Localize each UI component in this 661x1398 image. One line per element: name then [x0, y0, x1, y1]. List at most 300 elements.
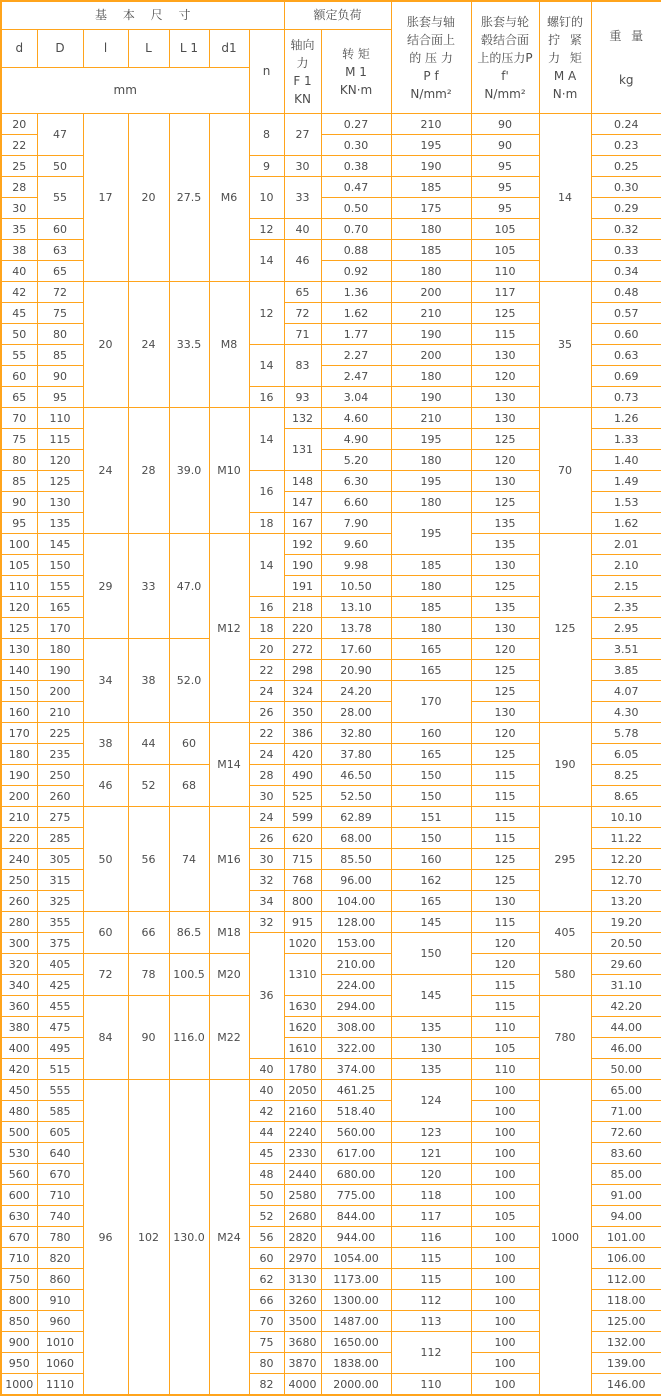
cell: 195	[391, 429, 471, 450]
cell: 210	[1, 807, 37, 828]
cell: 200	[391, 282, 471, 303]
cell: 2160	[284, 1101, 321, 1122]
cell: 2820	[284, 1227, 321, 1248]
cell: 12.70	[591, 870, 661, 891]
cell: 100	[471, 1269, 539, 1290]
cell: 235	[37, 744, 83, 765]
cell: 66	[128, 912, 169, 954]
cell: 115	[471, 828, 539, 849]
cell: 105	[1, 555, 37, 576]
header-weight: 重 量 kg	[591, 1, 661, 114]
cell: 500	[1, 1122, 37, 1143]
cell: 0.92	[321, 261, 391, 282]
cell: 1020	[284, 933, 321, 954]
cell: 100	[471, 1164, 539, 1185]
cell: 116.0	[169, 996, 209, 1080]
cell: 2440	[284, 1164, 321, 1185]
table-row	[1, 1080, 661, 1101]
cell: 130	[471, 702, 539, 723]
cell: 130	[471, 408, 539, 429]
cell: 165	[391, 744, 471, 765]
cell: 680.00	[321, 1164, 391, 1185]
cell: 85	[1, 471, 37, 492]
cell: 599	[284, 807, 321, 828]
cell: 95	[471, 156, 539, 177]
cell: 3.51	[591, 639, 661, 660]
cell: 1000	[1, 1374, 37, 1396]
cell: 90	[471, 114, 539, 135]
cell: 120	[37, 450, 83, 471]
cell: 420	[284, 744, 321, 765]
cell: 1.49	[591, 471, 661, 492]
cell: 580	[539, 954, 591, 996]
cell: 0.48	[591, 282, 661, 303]
header-screw-torque: 螺钉的 拧 紧 力 矩 M A N·m	[539, 1, 591, 114]
cell: 85	[37, 345, 83, 366]
cell: 14	[249, 408, 284, 471]
cell: 850	[1, 1311, 37, 1332]
cell: 950	[1, 1353, 37, 1374]
cell: 710	[37, 1185, 83, 1206]
cell: 455	[37, 996, 83, 1017]
cell: 115	[471, 765, 539, 786]
cell: 275	[37, 807, 83, 828]
cell: 0.63	[591, 345, 661, 366]
cell: 78	[128, 954, 169, 996]
cell: 2.15	[591, 576, 661, 597]
cell: 4.07	[591, 681, 661, 702]
cell: 2050	[284, 1080, 321, 1101]
cell: 1650.00	[321, 1332, 391, 1353]
cell: M18	[209, 912, 249, 954]
cell: 750	[1, 1269, 37, 1290]
cell: 3.85	[591, 660, 661, 681]
cell: 46.00	[591, 1038, 661, 1059]
cell: 272	[284, 639, 321, 660]
cell: 19.20	[591, 912, 661, 933]
cell: 135	[37, 513, 83, 534]
cell: 775.00	[321, 1185, 391, 1206]
cell: 130	[471, 891, 539, 912]
cell: 13.10	[321, 597, 391, 618]
cell: 170	[37, 618, 83, 639]
cell: 95	[1, 513, 37, 534]
cell: 1.62	[321, 303, 391, 324]
cell: 200	[391, 345, 471, 366]
cell: 125	[539, 534, 591, 723]
cell: 96	[83, 1080, 128, 1396]
cell: 6.05	[591, 744, 661, 765]
cell: 1487.00	[321, 1311, 391, 1332]
cell: 65	[284, 282, 321, 303]
cell: 7.90	[321, 513, 391, 534]
cell: 1000	[539, 1080, 591, 1396]
cell: 63	[37, 240, 83, 261]
header-rated-load: 额定负荷	[284, 1, 391, 30]
cell: 360	[1, 996, 37, 1017]
cell: 28.00	[321, 702, 391, 723]
cell: 85.50	[321, 849, 391, 870]
cell: 20.90	[321, 660, 391, 681]
cell: 100	[471, 1080, 539, 1101]
cell: 325	[37, 891, 83, 912]
cell: 85.00	[591, 1164, 661, 1185]
table-header	[1, 1, 661, 114]
cell: 0.33	[591, 240, 661, 261]
cell: 315	[37, 870, 83, 891]
cell: 100	[471, 1311, 539, 1332]
cell: 95	[37, 387, 83, 408]
cell: M10	[209, 408, 249, 534]
cell: 1.40	[591, 450, 661, 471]
cell: 100	[471, 1332, 539, 1353]
cell: 820	[37, 1248, 83, 1269]
cell: 68	[169, 765, 209, 807]
cell: 14	[249, 534, 284, 597]
cell: 55	[1, 345, 37, 366]
cell: 150	[37, 555, 83, 576]
cell: 40	[284, 219, 321, 240]
header-axial-force: 轴向 力 F 1 KN	[284, 30, 321, 114]
cell: 495	[37, 1038, 83, 1059]
cell: 118	[391, 1185, 471, 1206]
cell: 3.04	[321, 387, 391, 408]
cell: 105	[471, 1206, 539, 1227]
cell: 600	[1, 1185, 37, 1206]
cell: 27.5	[169, 114, 209, 282]
cell: 180	[391, 492, 471, 513]
cell: 374.00	[321, 1059, 391, 1080]
cell: 32	[249, 912, 284, 933]
cell: 218	[284, 597, 321, 618]
cell: 960	[37, 1311, 83, 1332]
cell: 3870	[284, 1353, 321, 1374]
cell: 180	[391, 261, 471, 282]
cell: 1780	[284, 1059, 321, 1080]
cell: 210	[391, 303, 471, 324]
cell: 2.27	[321, 345, 391, 366]
cell: 95	[471, 198, 539, 219]
cell: 14	[249, 240, 284, 282]
cell: 670	[1, 1227, 37, 1248]
cell: 515	[37, 1059, 83, 1080]
cell: 55	[37, 177, 83, 219]
cell: 100	[471, 1353, 539, 1374]
cell: 50	[1, 324, 37, 345]
cell: 110	[471, 261, 539, 282]
cell: 74	[169, 807, 209, 912]
cell: 34	[83, 639, 128, 723]
cell: 165	[37, 597, 83, 618]
cell: 420	[1, 1059, 37, 1080]
cell: 4000	[284, 1374, 321, 1396]
cell: 322.00	[321, 1038, 391, 1059]
cell: 6.60	[321, 492, 391, 513]
cell: 13.20	[591, 891, 661, 912]
cell: 125	[471, 660, 539, 681]
cell: 117	[471, 282, 539, 303]
cell: 195	[391, 513, 471, 555]
cell: 117	[391, 1206, 471, 1227]
cell: 130	[471, 345, 539, 366]
cell: 24	[128, 282, 169, 408]
cell: 91.00	[591, 1185, 661, 1206]
cell: 120	[471, 954, 539, 975]
cell: 36	[249, 933, 284, 1059]
cell: M6	[209, 114, 249, 282]
cell: 185	[391, 240, 471, 261]
cell: M16	[209, 807, 249, 912]
cell: 560.00	[321, 1122, 391, 1143]
cell: 101.00	[591, 1227, 661, 1248]
cell: 220	[1, 828, 37, 849]
cell: 10.50	[321, 576, 391, 597]
cell: 1300.00	[321, 1290, 391, 1311]
cell: 28	[128, 408, 169, 534]
cell: 8.25	[591, 765, 661, 786]
cell: 180	[391, 366, 471, 387]
cell: 115	[471, 975, 539, 996]
cell: 135	[471, 534, 539, 555]
cell: 100	[471, 1122, 539, 1143]
cell: 125	[1, 618, 37, 639]
cell: 210	[391, 408, 471, 429]
cell: 16	[249, 471, 284, 513]
cell: 93	[284, 387, 321, 408]
cell: 617.00	[321, 1143, 391, 1164]
cell: 52	[249, 1206, 284, 1227]
cell: 110	[391, 1374, 471, 1396]
cell: 0.73	[591, 387, 661, 408]
cell: 190	[391, 156, 471, 177]
cell: 115	[471, 324, 539, 345]
cell: M24	[209, 1080, 249, 1396]
cell: 42	[249, 1101, 284, 1122]
cell: 151	[391, 807, 471, 828]
cell: 35	[1, 219, 37, 240]
cell: 620	[284, 828, 321, 849]
cell: 52	[128, 765, 169, 807]
cell: 165	[391, 891, 471, 912]
cell: 2.95	[591, 618, 661, 639]
cell: 145	[391, 975, 471, 1017]
cell: 24	[249, 744, 284, 765]
header-col-n: n	[249, 30, 284, 114]
cell: 115	[391, 1269, 471, 1290]
cell: 130	[471, 387, 539, 408]
cell: 145	[37, 534, 83, 555]
cell: 110	[1, 576, 37, 597]
cell: 740	[37, 1206, 83, 1227]
cell: 340	[1, 975, 37, 996]
cell: 45	[1, 303, 37, 324]
cell: 1610	[284, 1038, 321, 1059]
cell: 380	[1, 1017, 37, 1038]
cell: 120	[471, 933, 539, 954]
cell: 121	[391, 1143, 471, 1164]
cell: 250	[1, 870, 37, 891]
cell: 125	[37, 471, 83, 492]
cell: 10	[249, 177, 284, 219]
cell: 191	[284, 576, 321, 597]
cell: 100	[471, 1374, 539, 1396]
cell: 130	[1, 639, 37, 660]
cell: 125.00	[591, 1311, 661, 1332]
cell: 0.88	[321, 240, 391, 261]
cell: 50.00	[591, 1059, 661, 1080]
header-col-d: d	[1, 30, 37, 68]
cell: 40	[1, 261, 37, 282]
cell: 120	[471, 366, 539, 387]
header-basic-dimensions: 基 本 尺 寸	[1, 1, 284, 30]
cell: 100	[471, 1290, 539, 1311]
cell: 298	[284, 660, 321, 681]
cell: 46.50	[321, 765, 391, 786]
table-row	[1, 408, 661, 429]
cell: 5.20	[321, 450, 391, 471]
cell: 1630	[284, 996, 321, 1017]
cell: 38	[128, 639, 169, 723]
cell: 115	[471, 786, 539, 807]
cell: 125	[471, 429, 539, 450]
table-row	[1, 114, 661, 135]
cell: 100	[1, 534, 37, 555]
header-torque: 转 矩 M 1 KN·m	[321, 30, 391, 114]
cell: 34	[249, 891, 284, 912]
cell: 9	[249, 156, 284, 177]
cell: 17	[83, 114, 128, 282]
cell: 100	[471, 1185, 539, 1206]
table-row	[1, 807, 661, 828]
cell: 90	[37, 366, 83, 387]
cell: 60	[169, 723, 209, 765]
cell: 8	[249, 114, 284, 156]
cell: 94.00	[591, 1206, 661, 1227]
cell: 105	[471, 240, 539, 261]
cell: 71.00	[591, 1101, 661, 1122]
cell: 95	[471, 177, 539, 198]
cell: 131	[284, 429, 321, 471]
cell: 124	[391, 1080, 471, 1122]
cell: 10.10	[591, 807, 661, 828]
cell: 192	[284, 534, 321, 555]
cell: 14	[249, 345, 284, 387]
cell: 104.00	[321, 891, 391, 912]
cell: 35	[539, 282, 591, 408]
cell: 185	[391, 597, 471, 618]
header-shaft-pressure: 胀套与轴 结合面上 的 压 力 P f N/mm²	[391, 1, 471, 114]
cell: 9.98	[321, 555, 391, 576]
cell: 1110	[37, 1374, 83, 1396]
cell: 52.0	[169, 639, 209, 723]
cell: 0.50	[321, 198, 391, 219]
cell: 115	[471, 807, 539, 828]
cell: 56	[249, 1227, 284, 1248]
cell: 65	[37, 261, 83, 282]
cell: M12	[209, 534, 249, 723]
cell: 125	[471, 303, 539, 324]
cell: 160	[391, 723, 471, 744]
cell: 1838.00	[321, 1353, 391, 1374]
cell: 112	[391, 1290, 471, 1311]
cell: 65	[1, 387, 37, 408]
cell: 132.00	[591, 1332, 661, 1353]
cell: 150	[1, 681, 37, 702]
cell: 355	[37, 912, 83, 933]
cell: 780	[539, 996, 591, 1080]
cell: 17.60	[321, 639, 391, 660]
cell: 65.00	[591, 1080, 661, 1101]
cell: 60	[37, 219, 83, 240]
cell: 180	[391, 450, 471, 471]
cell: 165	[391, 660, 471, 681]
cell: 210	[37, 702, 83, 723]
cell: 0.27	[321, 114, 391, 135]
cell: 450	[1, 1080, 37, 1101]
cell: 130	[471, 471, 539, 492]
cell: 70	[1, 408, 37, 429]
cell: 66	[249, 1290, 284, 1311]
cell: 530	[1, 1143, 37, 1164]
cell: 105	[471, 1038, 539, 1059]
cell: 120	[471, 450, 539, 471]
cell: 2.10	[591, 555, 661, 576]
cell: 24	[249, 681, 284, 702]
cell: 30	[284, 156, 321, 177]
cell: 110	[471, 1059, 539, 1080]
cell: 28	[249, 765, 284, 786]
cell: 148	[284, 471, 321, 492]
cell: 40	[249, 1059, 284, 1080]
header-col-L: L	[128, 30, 169, 68]
cell: 190	[37, 660, 83, 681]
cell: 190	[391, 387, 471, 408]
cell: 0.29	[591, 198, 661, 219]
cell: 75	[1, 429, 37, 450]
cell: 780	[37, 1227, 83, 1248]
cell: 190	[1, 765, 37, 786]
cell: 30	[1, 198, 37, 219]
cell: 3500	[284, 1311, 321, 1332]
cell: 60	[249, 1248, 284, 1269]
cell: 115	[471, 996, 539, 1017]
cell: M22	[209, 996, 249, 1080]
table-row	[1, 912, 661, 933]
cell: 2.01	[591, 534, 661, 555]
cell: 90	[471, 135, 539, 156]
cell: 0.60	[591, 324, 661, 345]
spec-table-body	[1, 114, 661, 1396]
cell: 115	[471, 912, 539, 933]
cell: 86.5	[169, 912, 209, 954]
cell: 30	[249, 849, 284, 870]
cell: 185	[391, 555, 471, 576]
cell: 135	[471, 597, 539, 618]
cell: 400	[1, 1038, 37, 1059]
cell: 80	[37, 324, 83, 345]
cell: 150	[391, 933, 471, 975]
cell: 26	[249, 702, 284, 723]
cell: 45	[249, 1143, 284, 1164]
cell: 0.69	[591, 366, 661, 387]
cell: 44	[249, 1122, 284, 1143]
cell: 102	[128, 1080, 169, 1396]
cell: 2.35	[591, 597, 661, 618]
cell: 120	[1, 597, 37, 618]
cell: 180	[37, 639, 83, 660]
cell: 130	[471, 555, 539, 576]
cell: 128.00	[321, 912, 391, 933]
